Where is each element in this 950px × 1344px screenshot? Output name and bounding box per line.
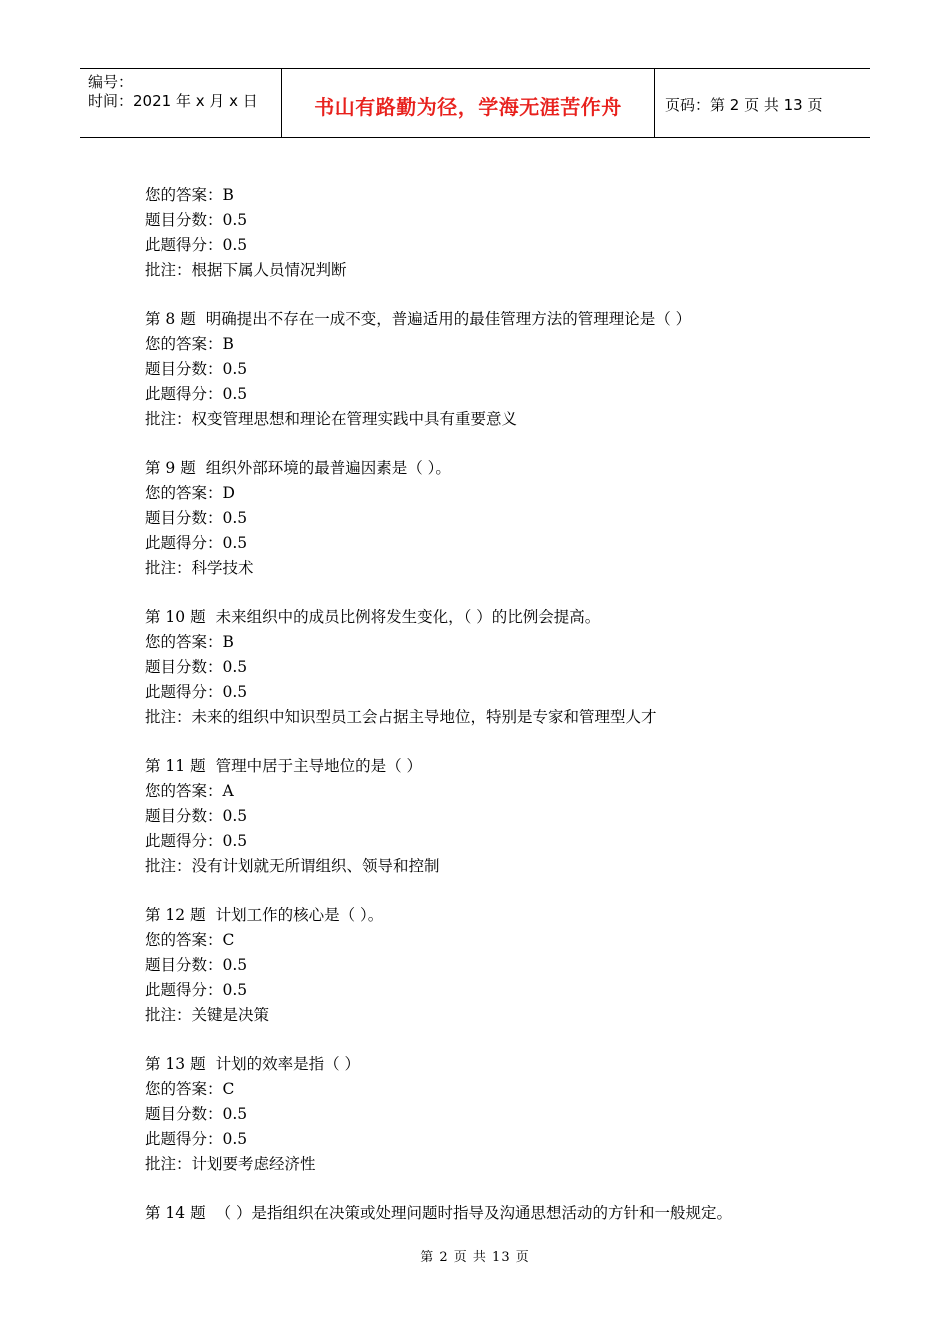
question-heading [145,605,845,630]
question-heading [145,1052,845,1077]
question-block-7-partial [145,183,845,283]
question-heading [145,307,845,332]
question-score: 题目分数：0.5 [145,360,248,378]
annotation: 批注：权变管理思想和理论在管理实践中具有重要意义 [145,410,518,428]
header-page-info: 页码：第 2 页 共 13 页 [665,96,823,114]
question-score: 题目分数：0.5 [145,956,248,974]
annotation: 批注：未来的组织中知识型员工会占据主导地位，特别是专家和管理型人才 [145,708,657,726]
page-header [80,68,870,138]
question-block-8 [145,307,845,432]
annotation: 批注：根据下属人员情况判断 [145,261,347,279]
question-number: 第 8 题 [145,310,196,328]
header-left-cell [80,69,280,137]
your-answer: 您的答案：D [145,484,235,502]
question-heading [145,754,845,779]
your-answer: 您的答案：A [145,782,234,800]
earned-score: 此题得分：0.5 [145,832,248,850]
question-block-11 [145,754,845,879]
question-number: 第 13 题 [145,1055,206,1073]
question-score: 题目分数：0.5 [145,1105,248,1123]
question-score: 题目分数：0.5 [145,807,248,825]
earned-score: 此题得分：0.5 [145,1130,248,1148]
question-heading [145,456,845,481]
question-text: 计划的效率是指（ ） [215,1055,361,1073]
page-footer: 第 2 页 共 13 页 [420,1250,530,1265]
question-text: 明确提出不存在一成不变，普遍适用的最佳管理方法的管理理论是（ ） [205,310,692,328]
annotation: 批注：没有计划就无所谓组织、领导和控制 [145,857,440,875]
question-block-12 [145,903,845,1028]
question-score: 题目分数：0.5 [145,211,248,229]
earned-score: 此题得分：0.5 [145,236,248,254]
question-number: 第 11 题 [145,757,206,775]
annotation: 批注：关键是决策 [145,1006,270,1024]
your-answer: 您的答案：C [145,931,235,949]
question-number: 第 9 题 [145,459,196,477]
question-text: 组织外部环境的最普遍因素是（ ）。 [205,459,451,477]
date-label: 时间：2021 年 x 月 x 日 [88,92,258,110]
your-answer: 您的答案：B [145,335,234,353]
annotation: 批注：计划要考虑经济性 [145,1155,316,1173]
earned-score: 此题得分：0.5 [145,534,248,552]
question-text: （ ）是指组织在决策或处理问题时指导及沟通思想活动的方针和一般规定。 [215,1204,733,1222]
annotation: 批注：科学技术 [145,559,254,577]
question-text: 未来组织中的成员比例将发生变化，（ ）的比例会提高。 [215,608,601,626]
question-score: 题目分数：0.5 [145,509,248,527]
your-answer: 您的答案：C [145,1080,235,1098]
question-number: 第 14 题 [145,1204,206,1222]
question-score: 题目分数：0.5 [145,658,248,676]
question-block-9 [145,456,845,581]
earned-score: 此题得分：0.5 [145,683,248,701]
your-answer: 您的答案：B [145,186,234,204]
motto-text: 书山有路勤为径，学海无涯苦作舟 [314,95,622,119]
question-heading [145,1201,845,1226]
question-text: 计划工作的核心是（ ）。 [215,906,384,924]
question-text: 管理中居于主导地位的是（ ） [215,757,423,775]
number-label: 编号： [88,73,134,91]
question-block-10 [145,605,845,730]
question-list [145,183,845,1226]
earned-score: 此题得分：0.5 [145,981,248,999]
question-block-13 [145,1052,845,1177]
earned-score: 此题得分：0.5 [145,385,248,403]
header-right-cell [655,69,870,137]
your-answer: 您的答案：B [145,633,234,651]
question-number: 第 10 题 [145,608,206,626]
question-number: 第 12 题 [145,906,206,924]
header-motto-cell [281,69,655,137]
question-heading [145,903,845,928]
question-block-14 [145,1201,845,1226]
